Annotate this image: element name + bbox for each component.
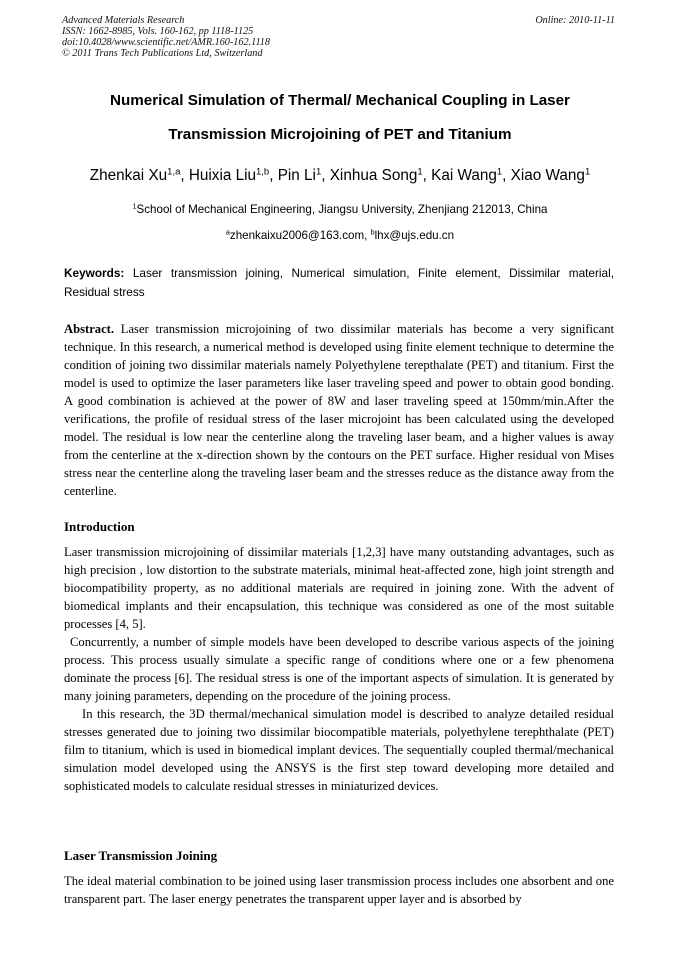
affiliation-marker: 1: [132, 201, 137, 211]
keywords: [64, 264, 614, 302]
journal-issn: ISSN: 1662-8985, Vols. 160-162, pp 1118-1125: [62, 26, 254, 37]
journal-header: [62, 15, 270, 59]
abstract-label: Abstract.: [64, 322, 115, 336]
author-emails: $^a$zhenkaixu2006@163.com, $^b$lhx@ujs.edu.cn: [225, 227, 455, 242]
journal-copyright: © 2011 Trans Tech Publications Ltd, Switzerland: [62, 48, 263, 59]
online-date: Online: 2010-11-11: [535, 15, 615, 26]
author: Kai Wang$^1$,: [431, 166, 511, 184]
abstract: [64, 320, 614, 500]
author: Xinhua Song$^1$,: [329, 166, 432, 184]
affiliation-text: School of Mechanical Engineering, Jiangsu University, Zhenjiang 212013, China: [136, 203, 548, 216]
paragraph: Concurrently, a number of simple models have been developed to describe various aspects of the joining process. This process usually simulate a specific range of conditions where one or a few phenomena dominate the process [6]. The residual stress is one of the important aspects of simulation. It is generated by many joining parameters, depending on the procedure of the joining process.: [64, 635, 614, 703]
journal-doi: doi:10.4028/www.scientific.net/AMR.160-162.1118: [62, 37, 270, 48]
affiliation: [30, 203, 650, 217]
author: Xiao Wang$^1$: [510, 166, 591, 184]
laser-transmission-joining-section: [64, 872, 614, 908]
paragraph: Laser transmission microjoining of dissimilar materials [1,2,3] have many outstanding advantages, such as high precision , low distortion to the substrate materials, minimal heat-affected zone, high joint strength and biocompatibility property, as no additional materials are required in joining zone. With the advent of biomedical implants and their encapsulation, this technique was considered as one of the most suitable processes [4, 5].: [64, 545, 614, 631]
keywords-label: Keywords:: [64, 266, 125, 280]
paragraph: The ideal material combination to be joined using laser transmission process includes one absorbent and one transparent part. The laser energy penetrates the transparent upper layer and is absorbed by: [64, 874, 614, 906]
author: Pin Li$^1$,: [277, 166, 330, 184]
paragraph: In this research, the 3D thermal/mechanical simulation model is described to analyze detailed residual stresses generated due to joining two dissimilar biocompatible materials, polyethylene terephthalate (PET) film to titanium, which is used in biomedical implant devices. The sequentially coupled thermal/mechanical simulation model developed using the ANSYS is the first step toward developing more detailed and sophisticated models to calculate residual stresses in miniaturized devices.: [64, 707, 614, 793]
introduction-section: [64, 543, 614, 795]
section-heading-laser-transmission-joining: Laser Transmission Joining: [64, 848, 218, 863]
paper-title-line-1: Numerical Simulation of Thermal/ Mechanical Coupling in Laser: [110, 92, 570, 109]
keywords-text: Laser transmission joining, Numerical simulation, Finite element, Dissimilar material, Residual stress: [64, 266, 614, 299]
section-heading-introduction: Introduction: [64, 519, 135, 534]
author-list: [30, 166, 650, 186]
author: Huixia Liu$^{1,b}$,: [188, 166, 278, 184]
paper-title-line-2: Transmission Microjoining of PET and Titanium: [168, 126, 512, 143]
abstract-text: Laser transmission microjoining of two dissimilar materials has become a very significant technique. In this research, a numerical method is developed using finite element technique to determine the condition of joining two dissimilar materials namely Polyethylene terepthalate (PET) and titanium. First the model is used to optimize the laser parameters like laser traveling speed and power to obtain good bonding. A good combination is achieved at the power of 8W and laser traveling speed at 150mm/min.After the verifications, the profile of residual stress of the laser microjoint has been calculated using the developed model. The residual is low near the centerline along the traveling laser beam, and a higher values is away from the centerline at the x-direction shown by the contours on the PET surface. Higher residual von Mises stress near the centerline along the traveling laser beam and the stresses reduce as the distance away from the centerline.: [64, 322, 614, 498]
author: Zhenkai Xu$^{1,a}$,: [89, 166, 189, 184]
email-b: lhx@ujs.edu.cn: [374, 229, 455, 242]
email-a: zhenkaixu2006@163.com,: [229, 229, 371, 242]
journal-name: Advanced Materials Research: [62, 15, 185, 26]
